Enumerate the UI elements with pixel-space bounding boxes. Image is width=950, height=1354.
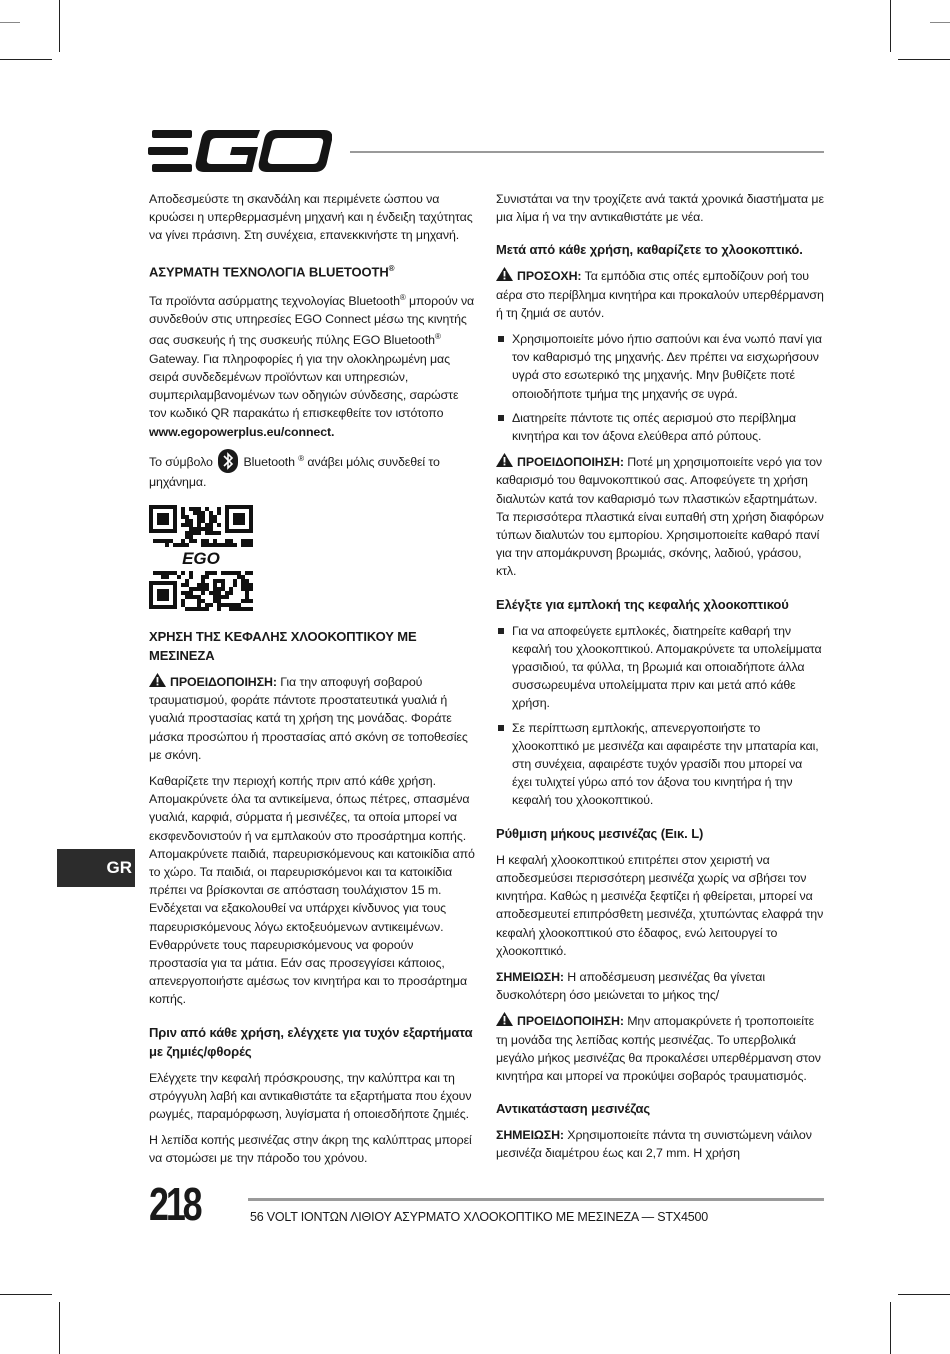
bluetooth-paragraph (149, 289, 475, 441)
list-item: Χρησιμοποιείτε μόνο ήπιο σαπούνι και ένα νωπό πανί για τον καθαρισμό της μηχανής. Δεν πρέπει να εισχωρήσουν υγρά στο εσωτερικό της μηχανής. Μην βυθίζετε ποτέ οποιοδήποτε τμήμα της μηχανής σε υγρά. (496, 330, 824, 403)
heading-usage: ΧΡΗΣΗ ΤΗΣ ΚΕΦΑΛΗΣ ΧΛΟΟΚΟΠΤΙΚΟΥ ΜΕ ΜΕΣΙΝΕΖΑ (149, 629, 417, 664)
warning-paragraph (496, 453, 824, 580)
list-item: Για να αποφεύγετε εμπλοκές, διατηρείτε καθαρή την κεφαλή του χλοοκοπτικού. Απομακρύνετε τα υπολείμματα γρασιδιού, τα φύλλα, τη βρωμιά και οποιαδήποτε άλλα συσσωρευμένα υπολείμματα πριν και μετά από κάθε χρήση. (496, 622, 824, 713)
crop-mark (0, 1294, 52, 1295)
website-link[interactable]: www.egopowerplus.eu/connect. (149, 424, 335, 439)
crop-mark (890, 1302, 891, 1354)
caution-text: Τα εμπόδια στις οπές εμποδίζουν ροή του αέρα στο περίβλημα κινητήρα και προκαλούν υπερθέρμανση ή τη ζημιά σε αυτόν. (496, 269, 824, 320)
warning-label: ΠΡΟΕΙΔΟΠΟΙΗΣΗ: (170, 675, 277, 690)
warning-text: Μην απομακρύνετε ή τροποποιείτε τη μονάδα της λεπίδας κοπής μεσινέζας. Το υπερβολικά μεγάλο μήκος μεσινέζας θα προκαλέσει υπερθέρμανση στον κινητήρα και μπορεί να προκύψει σοβαρός τραυματισμός. (496, 1014, 821, 1083)
bullet-list (496, 330, 824, 445)
warning-icon (496, 1012, 513, 1026)
text: Τα προϊόντα ασύρματης τεχνολογίας Bluetooth (149, 294, 400, 309)
list-item: Σε περίπτωση εμπλοκής, απενεργοποιήστε το χλοοκοπτικό με μεσινέζα και αφαιρέστε την μπαταρία και, στη συνέχεια, αφαιρέστε τυχόν γρασίδι που μπορεί να έχει τυλιχτεί γύρω από τον άξονα του κινητήρα ή την κεφαλή του χλοοκοπτικού. (496, 719, 824, 810)
language-tab: GR (57, 849, 135, 887)
heading-line-length: Ρύθμιση μήκους μεσινέζας (Εικ. L) (496, 825, 704, 841)
note-text: Χρησιμοποιείτε πάντα τη συνιστώμενη νάιλον μεσινέζα διαμέτρου έως και 2,7 mm. Η χρήση (496, 1128, 812, 1161)
footer-title: 56 VOLT ΙΟΝΤΩΝ ΛΙΘΙΟΥ ΑΣΥΡΜΑΤΟ ΧΛΟΟΚΟΠΤΙΚΟ ΜΕ ΜΕΣΙΝΕΖΑ — STX4500 (250, 1210, 708, 1224)
heading-bluetooth (149, 259, 475, 281)
header-rule (350, 151, 824, 153)
warning-text: Για την αποφυγή σοβαρού τραυματισμού, φοράτε πάντοτε προστατευτικά γυαλιά ή γυαλιά προστασίας κατά τη χρήση της μονάδας. Φοράτε μάσκα προσώπου ή προστασίας από σκόνη σε τοποθεσίες με σκόνη. (149, 675, 468, 762)
left-column (149, 190, 475, 1176)
paragraph: Καθαρίζετε την περιοχή κοπής πριν από κάθε χρήση. Απομακρύνετε όλα τα αντικείμενα, όπως πέτρες, σπασμένα γυαλιά, καρφιά, σύρματα ή μεσινέζες, τα οποία μπορεί να εκσφενδονιστούν ή να εμπλακούν στο προσάρτημα κοπής. Απομακρύνετε παιδιά, παρευρισκόμενους και κατοικίδια από το χώρο. Τα παιδιά, οι παρευρισκόμενοι και τα κατοικίδια πρέπει να βρίσκονται σε απόσταση τουλάχιστον 15 m. Ενδέχεται να εξακολουθεί να υπάρχει κίνδυνος για τους παρευρισκόμενους λόγω εκτοξευόμενων αντικειμένων. Ενθαρρύνετε τους παρευρισκόμενους να φορούν προστασία για τα μάτια. Εάν σας προσεγγίσει κάποιος, απενεργοποιήστε αμέσως τον κινητήρα και το προσάρτημα κοπής. (149, 774, 475, 1007)
footer-rule (248, 1198, 824, 1201)
warning-text: Ποτέ μη χρησιμοποιείτε νερό για τον καθαρισμό του θαμνοκοπτικού σας. Αποφεύγετε τη χρήση διαλυτών κατά τον καθαρισμό των πλαστικών εξαρτημάτων. Τα περισσότερα πλαστικά είναι ευπαθή στη χρήση διαφόρων τύπων διαλυτών του εμπορίου. Χρησιμοποιείτε καθαρό πανί για την απομάκρυνση βρωμιάς, σκόνης, λαδιού, γράσου, κτλ. (496, 455, 824, 579)
note-text: Η αποδέσμευση μεσινέζας θα γίνεται δυσκολότερη όσο μειώνεται το μήκος της/ (496, 969, 766, 1003)
text: Gateway. Για πληροφορίες ή για την ολοκληρωμένη μας σειρά συνδεδεμένων προϊόντων και υπηρεσιών, συμπεριλαμβανομένων των οδηγιών σύνδεσης, σαρώστε τον κωδικό QR παρακάτω ή επισκεφθείτε τον ιστότοπο (149, 351, 459, 421)
registered-mark: ® (399, 292, 406, 302)
note-paragraph (496, 968, 824, 1004)
list-item: Διατηρείτε πάντοτε τις οπές αερισμού στο περίβλημα κινητήρα και τον άξονα ελεύθερα από ρύπους. (496, 409, 824, 445)
text: Bluetooth (243, 454, 295, 469)
caution-label: ΠΡΟΣΟΧΗ: (517, 269, 582, 284)
qr-code[interactable] (149, 505, 253, 611)
crop-mark (0, 22, 20, 23)
registered-mark: ® (298, 453, 305, 463)
heading-text: ΑΣΥΡΜΑΤΗ ΤΕΧΝΟΛΟΓΙΑ BLUETOOTH (149, 263, 389, 279)
page-number: 218 (149, 1178, 200, 1230)
warning-label: ΠΡΟΕΙΔΟΠΟΙΗΣΗ: (517, 1014, 624, 1029)
note-label: ΣΗΜΕΙΩΣΗ: (496, 969, 564, 984)
text: Το σύμβολο (149, 454, 213, 469)
ego-logo (148, 130, 332, 172)
heading-jam: Ελέγξτε για εμπλοκή της κεφαλής χλοοκοπτικού (496, 596, 789, 612)
crop-mark (59, 0, 60, 52)
crop-mark (59, 1302, 60, 1354)
warning-label: ΠΡΟΕΙΔΟΠΟΙΗΣΗ: (517, 455, 624, 470)
text: ανάβει μόλις συνδεθεί το μηχάνημα. (149, 454, 440, 489)
note-label: ΣΗΜΕΙΩΣΗ: (496, 1128, 564, 1143)
paragraph: Η λεπίδα κοπής μεσινέζας στην άκρη της καλύπτρας μπορεί να στομώσει με την πάροδο του χρόνου. (149, 1133, 472, 1166)
paragraph: Συνιστάται να την τροχίζετε ανά τακτά χρονικά διαστήματα με μια λίμα ή να την αντικαθιστάτε με νέα. (496, 192, 824, 225)
text: μπορούν να συνδεθούν στις υπηρεσίες EGO Connect μέσω της κινητής σας συσκευής ή της συσκευής πύλης EGO Bluetooth (149, 294, 475, 348)
heading-replace-line: Αντικατάσταση μεσινέζας (496, 1101, 650, 1117)
right-column (496, 190, 824, 1171)
crop-mark (898, 1294, 950, 1295)
paragraph: Η κεφαλή χλοοκοπτικού επιτρέπει στον χειριστή να αποδεσμεύσει περισσότερη μεσινέζα χωρίς να σβήσει τον κινητήρα. Καθώς η μεσινέζα ξεφτίζει ή φθείρεται, μπορεί να αποδεσμευτεί επιπρόσθετη μεσινέζα, χτυπώντας ελαφρά την κεφαλή χλοοκοπτικού στο έδαφος, ενώ λειτουργεί το χλοοκοπτικό. (496, 852, 824, 958)
paragraph: Ελέγχετε την κεφαλή πρόσκρουσης, την καλύπτρα και τη στρόγγυλη λαβή και αντικαθιστάτε τα εξαρτήματα που έχουν ρωγμές, παραμόρφωση, λυγίσματα ή οποιεσδήποτε ζημιές. (149, 1070, 472, 1122)
bluetooth-icon (218, 449, 238, 473)
registered-mark: ® (388, 263, 395, 273)
registered-mark: ® (434, 332, 441, 342)
svg-text:EGO: EGO (182, 549, 220, 569)
note-paragraph (496, 1126, 824, 1162)
warning-paragraph (149, 673, 475, 764)
crop-mark (0, 59, 52, 60)
bullet-list (496, 622, 824, 810)
crop-mark (930, 22, 950, 23)
warning-paragraph (496, 1012, 824, 1085)
crop-mark (890, 0, 891, 52)
bluetooth-symbol-paragraph (149, 449, 475, 491)
heading-after-use: Μετά από κάθε χρήση, καθαρίζετε το χλοοκοπτικό. (496, 242, 803, 258)
warning-icon (149, 673, 166, 687)
paragraph: Αποδεσμεύστε τη σκανδάλη και περιμένετε ώσπου να κρυώσει η υπερθερμασμένη μηχανή και η ένδειξη ταχύτητας να γίνει πράσινη. Στη συνέχεια, επανεκκινήστε τη μηχανή. (149, 192, 473, 243)
warning-icon (496, 453, 513, 467)
warning-icon (496, 267, 513, 281)
caution-paragraph (496, 267, 824, 322)
heading-before-use: Πριν από κάθε χρήση, ελέγχετε για τυχόν εξαρτήματα με ζημιές/φθορές (149, 1024, 473, 1059)
crop-mark (898, 59, 950, 60)
